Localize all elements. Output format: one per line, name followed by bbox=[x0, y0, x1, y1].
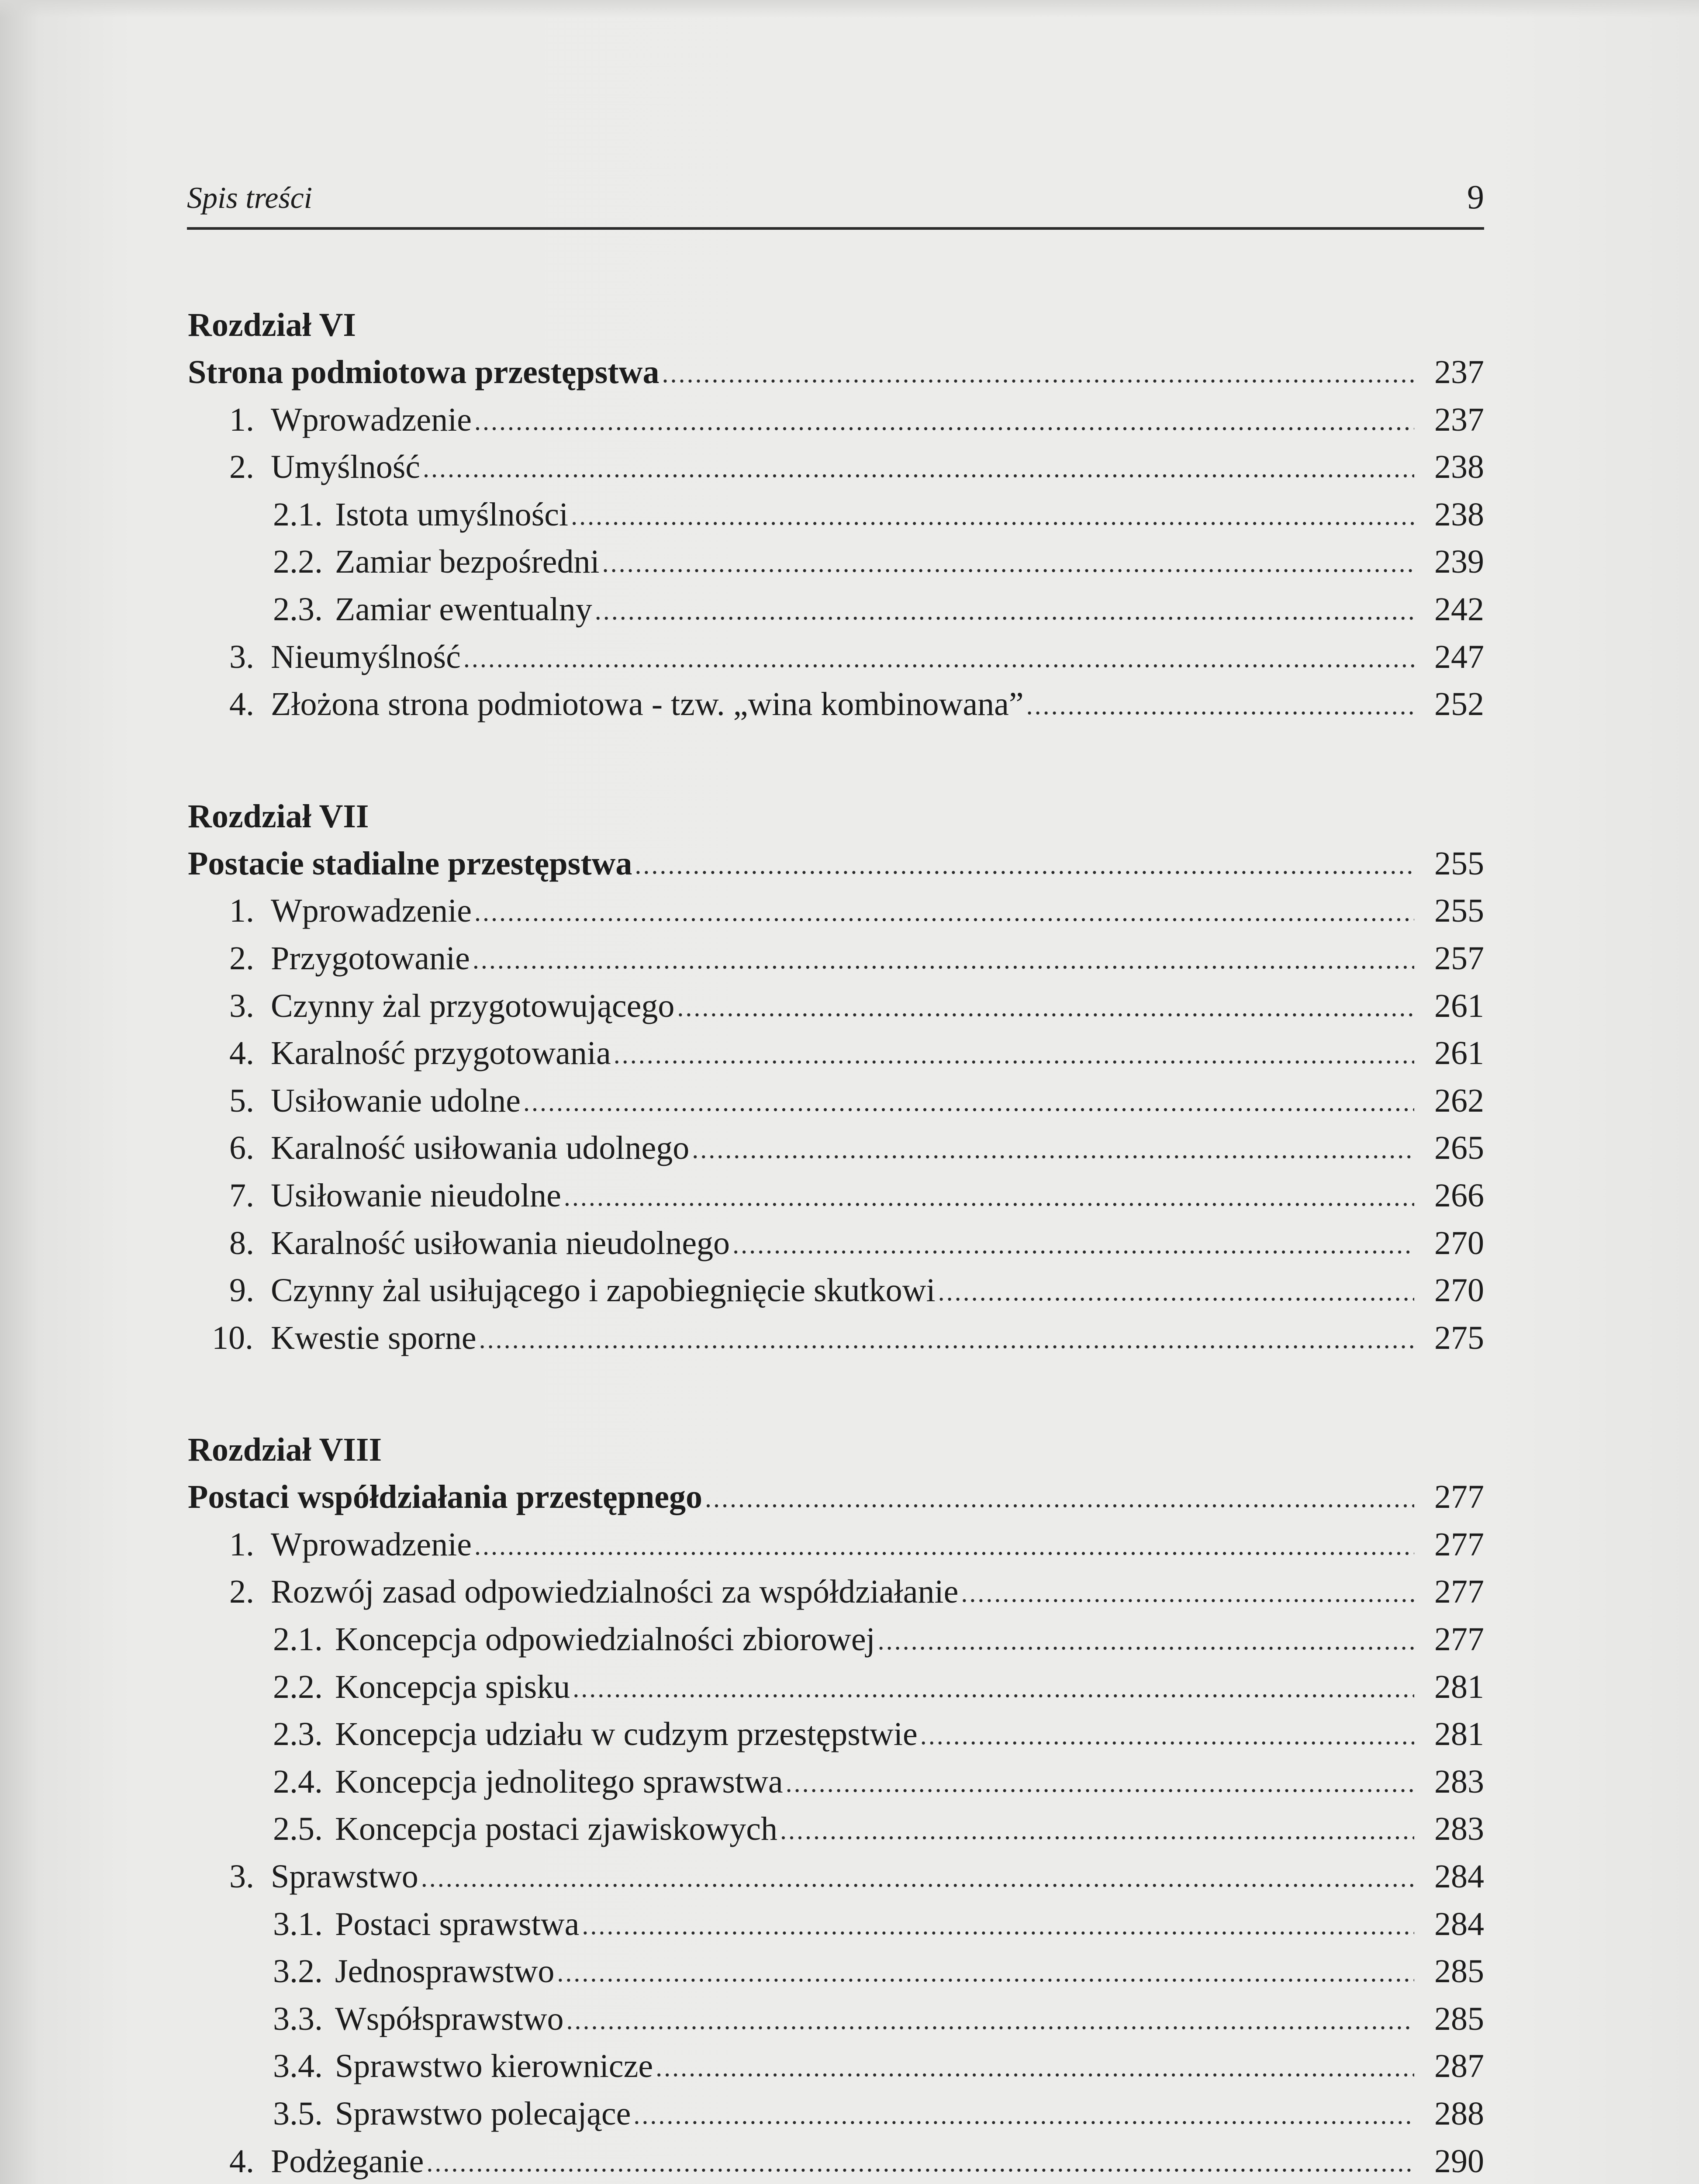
entry-title: Podżeganie bbox=[271, 2143, 424, 2180]
dot-leader bbox=[582, 1902, 1414, 1949]
dot-leader bbox=[573, 1665, 1414, 1712]
dot-leader bbox=[557, 1949, 1414, 1997]
table-of-contents bbox=[188, 301, 1484, 2184]
toc-entry[interactable] bbox=[188, 887, 1484, 935]
entry-page: 252 bbox=[1434, 686, 1484, 723]
toc-entry[interactable] bbox=[188, 1077, 1484, 1125]
entry-title: Przygotowanie bbox=[271, 940, 470, 977]
entry-title: Koncepcja udziału w cudzym przestępstwie bbox=[335, 1716, 918, 1753]
toc-chapter bbox=[188, 301, 1484, 728]
toc-entry[interactable] bbox=[188, 1901, 1484, 1948]
dot-leader bbox=[705, 1475, 1414, 1522]
toc-entry[interactable] bbox=[188, 1711, 1484, 1758]
entry-number: 3.4. bbox=[273, 2048, 323, 2085]
toc-entry[interactable] bbox=[188, 1568, 1484, 1616]
entry-page: 290 bbox=[1434, 2143, 1484, 2180]
entry-title: Nieumyślność bbox=[271, 638, 461, 675]
entry-title: Zamiar ewentualny bbox=[335, 591, 592, 628]
header-rule bbox=[187, 227, 1484, 230]
entry-page: 242 bbox=[1434, 591, 1484, 628]
entry-number: 2.2. bbox=[273, 543, 323, 581]
toc-entry[interactable] bbox=[188, 2042, 1484, 2090]
toc-entry[interactable] bbox=[188, 491, 1484, 539]
entry-page: 284 bbox=[1434, 1858, 1484, 1895]
entry-page: 266 bbox=[1434, 1177, 1484, 1214]
entry-number: 2.3. bbox=[273, 591, 323, 628]
entry-number: 3. bbox=[229, 1858, 254, 1895]
entry-number: 2.4. bbox=[273, 1763, 323, 1800]
dot-leader bbox=[479, 1316, 1414, 1363]
entry-title: Postaci współdziałania przestępnego bbox=[188, 1479, 702, 1516]
entry-number: 4. bbox=[229, 686, 254, 723]
entry-number: 10. bbox=[212, 1319, 253, 1356]
entry-title: Wprowadzenie bbox=[271, 1526, 472, 1563]
toc-chapter-title[interactable] bbox=[188, 1473, 1484, 1521]
dot-leader bbox=[780, 1807, 1414, 1854]
entry-page: 287 bbox=[1434, 2048, 1484, 2085]
entry-page: 285 bbox=[1434, 1953, 1484, 1990]
toc-entry[interactable] bbox=[188, 1314, 1484, 1362]
entry-number: 8. bbox=[229, 1224, 254, 1261]
toc-entry[interactable] bbox=[188, 396, 1484, 444]
toc-entry[interactable] bbox=[188, 1030, 1484, 1077]
entry-title: Umyślność bbox=[271, 449, 420, 486]
entry-title: Rozwój zasad odpowiedzialności za współdziałanie bbox=[271, 1573, 959, 1610]
entry-page: 283 bbox=[1434, 1811, 1484, 1848]
toc-entry[interactable] bbox=[188, 1995, 1484, 2043]
entry-number: 4. bbox=[229, 1035, 254, 1072]
dot-leader bbox=[920, 1712, 1414, 1759]
dot-leader bbox=[602, 539, 1414, 587]
toc-entry[interactable] bbox=[188, 443, 1484, 491]
dot-leader bbox=[473, 936, 1414, 984]
entry-page: 283 bbox=[1434, 1763, 1484, 1800]
toc-entry[interactable] bbox=[188, 1805, 1484, 1853]
header-title: Spis treści bbox=[187, 181, 313, 215]
dot-leader bbox=[656, 2044, 1414, 2091]
chapter-label: Rozdział VI bbox=[188, 307, 356, 343]
entry-number: 2. bbox=[229, 449, 254, 486]
entry-number: 4. bbox=[229, 2143, 254, 2180]
entry-page: 261 bbox=[1434, 1035, 1484, 1072]
entry-page: 237 bbox=[1434, 354, 1484, 390]
entry-number: 9. bbox=[229, 1272, 254, 1309]
dot-leader bbox=[474, 1522, 1414, 1570]
entry-number: 1. bbox=[229, 892, 254, 930]
entry-page: 275 bbox=[1434, 1319, 1484, 1356]
page-number: 9 bbox=[1467, 178, 1484, 216]
toc-chapter bbox=[188, 1426, 1484, 2184]
toc-entry[interactable] bbox=[188, 633, 1484, 681]
chapter-label: Rozdział VIII bbox=[188, 1431, 382, 1469]
dot-leader bbox=[662, 350, 1414, 397]
dot-leader bbox=[786, 1759, 1414, 1807]
entry-number: 3.3. bbox=[273, 2000, 323, 2037]
entry-number: 2.2. bbox=[273, 1668, 323, 1705]
dot-leader bbox=[474, 397, 1414, 445]
dot-leader bbox=[1026, 682, 1414, 729]
entry-title: Karalność usiłowania nieudolnego bbox=[271, 1224, 730, 1261]
dot-leader bbox=[878, 1617, 1414, 1665]
entry-title: Usiłowanie nieudolne bbox=[271, 1177, 561, 1214]
scan-shadow bbox=[0, 0, 1699, 17]
toc-entry[interactable] bbox=[188, 538, 1484, 586]
dot-leader bbox=[463, 635, 1414, 682]
dot-leader bbox=[421, 1854, 1414, 1902]
entry-number: 1. bbox=[229, 401, 254, 438]
entry-number: 2.1. bbox=[273, 496, 323, 533]
entry-title: Sprawstwo kierownicze bbox=[335, 2048, 653, 2085]
entry-title: Sprawstwo polecające bbox=[335, 2095, 631, 2132]
dot-leader bbox=[961, 1569, 1414, 1617]
toc-entry[interactable] bbox=[188, 1521, 1484, 1569]
entry-page: 277 bbox=[1434, 1526, 1484, 1563]
entry-title: Postaci sprawstwa bbox=[335, 1905, 580, 1942]
entry-number: 3.2. bbox=[273, 1953, 323, 1990]
toc-entry[interactable] bbox=[188, 681, 1484, 728]
entry-page: 239 bbox=[1434, 543, 1484, 581]
entry-number: 6. bbox=[229, 1130, 254, 1167]
entry-title: Sprawstwo bbox=[271, 1858, 418, 1895]
dot-leader bbox=[635, 841, 1414, 889]
toc-entry[interactable] bbox=[188, 1616, 1484, 1663]
dot-leader bbox=[564, 1173, 1414, 1221]
entry-number: 2.5. bbox=[273, 1811, 323, 1848]
entry-number: 7. bbox=[229, 1177, 254, 1214]
entry-page: 270 bbox=[1434, 1224, 1484, 1261]
entry-page: 277 bbox=[1434, 1573, 1484, 1610]
entry-title: Wprowadzenie bbox=[271, 401, 472, 438]
entry-number: 2. bbox=[229, 940, 254, 977]
entry-title: Koncepcja postaci zjawiskowych bbox=[335, 1811, 777, 1848]
dot-leader bbox=[633, 2091, 1414, 2139]
entry-title: Strona podmiotowa przestępstwa bbox=[188, 354, 660, 390]
entry-title: Karalność przygotowania bbox=[271, 1035, 611, 1072]
toc-entry[interactable] bbox=[188, 586, 1484, 633]
entry-title: Usiłowanie udolne bbox=[271, 1082, 521, 1119]
entry-number: 1. bbox=[229, 1526, 254, 1563]
toc-chapter bbox=[188, 793, 1484, 1362]
entry-title: Zamiar bezpośredni bbox=[335, 543, 600, 581]
toc-chapter-title[interactable] bbox=[188, 349, 1484, 396]
entry-number: 3.1. bbox=[273, 1905, 323, 1942]
dot-leader bbox=[474, 888, 1414, 936]
entry-title: Postacie stadialne przestępstwa bbox=[188, 845, 632, 882]
dot-leader bbox=[692, 1126, 1414, 1173]
entry-number: 5. bbox=[229, 1082, 254, 1119]
entry-page: 238 bbox=[1434, 449, 1484, 486]
entry-page: 284 bbox=[1434, 1905, 1484, 1942]
entry-page: 261 bbox=[1434, 987, 1484, 1024]
entry-title: Jednosprawstwo bbox=[335, 1953, 555, 1990]
entry-page: 277 bbox=[1434, 1621, 1484, 1658]
entry-title: Koncepcja odpowiedzialności zbiorowej bbox=[335, 1621, 875, 1658]
entry-page: 238 bbox=[1434, 496, 1484, 533]
running-header bbox=[187, 175, 1484, 227]
entry-page: 277 bbox=[1434, 1479, 1484, 1516]
entry-page: 281 bbox=[1434, 1716, 1484, 1753]
entry-page: 255 bbox=[1434, 845, 1484, 882]
entry-page: 255 bbox=[1434, 892, 1484, 930]
entry-title: Czynny żal przygotowującego bbox=[271, 987, 675, 1024]
entry-page: 247 bbox=[1434, 638, 1484, 675]
entry-title: Kwestie sporne bbox=[271, 1319, 477, 1356]
toc-entry[interactable] bbox=[188, 1758, 1484, 1806]
entry-title: Koncepcja spisku bbox=[335, 1668, 570, 1705]
entry-title: Koncepcja jednolitego sprawstwa bbox=[335, 1763, 783, 1800]
dot-leader bbox=[423, 445, 1414, 492]
entry-number: 2.3. bbox=[273, 1716, 323, 1753]
toc-entry[interactable] bbox=[188, 1124, 1484, 1172]
dot-leader bbox=[426, 2139, 1414, 2184]
entry-page: 265 bbox=[1434, 1130, 1484, 1167]
entry-page: 237 bbox=[1434, 401, 1484, 438]
toc-entry[interactable] bbox=[188, 1853, 1484, 1901]
toc-entry[interactable] bbox=[188, 1220, 1484, 1267]
dot-leader bbox=[677, 984, 1414, 1031]
toc-entry[interactable] bbox=[188, 2090, 1484, 2138]
entry-page: 257 bbox=[1434, 940, 1484, 977]
entry-page: 262 bbox=[1434, 1082, 1484, 1119]
toc-entry[interactable] bbox=[188, 1663, 1484, 1711]
dot-leader bbox=[732, 1221, 1414, 1268]
entry-title: Istota umyślności bbox=[335, 496, 569, 533]
entry-number: 3. bbox=[229, 987, 254, 1024]
dot-leader bbox=[938, 1268, 1414, 1316]
entry-number: 3.5. bbox=[273, 2095, 323, 2132]
toc-entry[interactable] bbox=[188, 1948, 1484, 1995]
entry-title: Złożona strona podmiotowa - tzw. „wina kombinowana” bbox=[271, 686, 1024, 723]
entry-number: 2. bbox=[229, 1573, 254, 1610]
entry-page: 270 bbox=[1434, 1272, 1484, 1309]
entry-title: Wprowadzenie bbox=[271, 892, 472, 930]
toc-entry[interactable] bbox=[188, 2138, 1484, 2184]
dot-leader bbox=[571, 492, 1414, 540]
toc-entry[interactable] bbox=[188, 982, 1484, 1030]
toc-chapter-title[interactable] bbox=[188, 840, 1484, 888]
entry-title: Karalność usiłowania udolnego bbox=[271, 1130, 690, 1167]
dot-leader bbox=[566, 1997, 1414, 2044]
entry-number: 2.1. bbox=[273, 1621, 323, 1658]
entry-number: 3. bbox=[229, 638, 254, 675]
entry-page: 285 bbox=[1434, 2000, 1484, 2037]
entry-page: 281 bbox=[1434, 1668, 1484, 1705]
dot-leader bbox=[523, 1078, 1414, 1126]
entry-title: Współsprawstwo bbox=[335, 2000, 564, 2037]
entry-page: 288 bbox=[1434, 2095, 1484, 2132]
toc-entry[interactable] bbox=[188, 1172, 1484, 1220]
dot-leader bbox=[614, 1031, 1414, 1078]
toc-entry[interactable] bbox=[188, 935, 1484, 982]
dot-leader bbox=[595, 587, 1414, 635]
chapter-label: Rozdział VII bbox=[188, 798, 369, 835]
toc-entry[interactable] bbox=[188, 1267, 1484, 1314]
entry-title: Czynny żal usiłującego i zapobiegnięcie skutkowi bbox=[271, 1272, 936, 1309]
